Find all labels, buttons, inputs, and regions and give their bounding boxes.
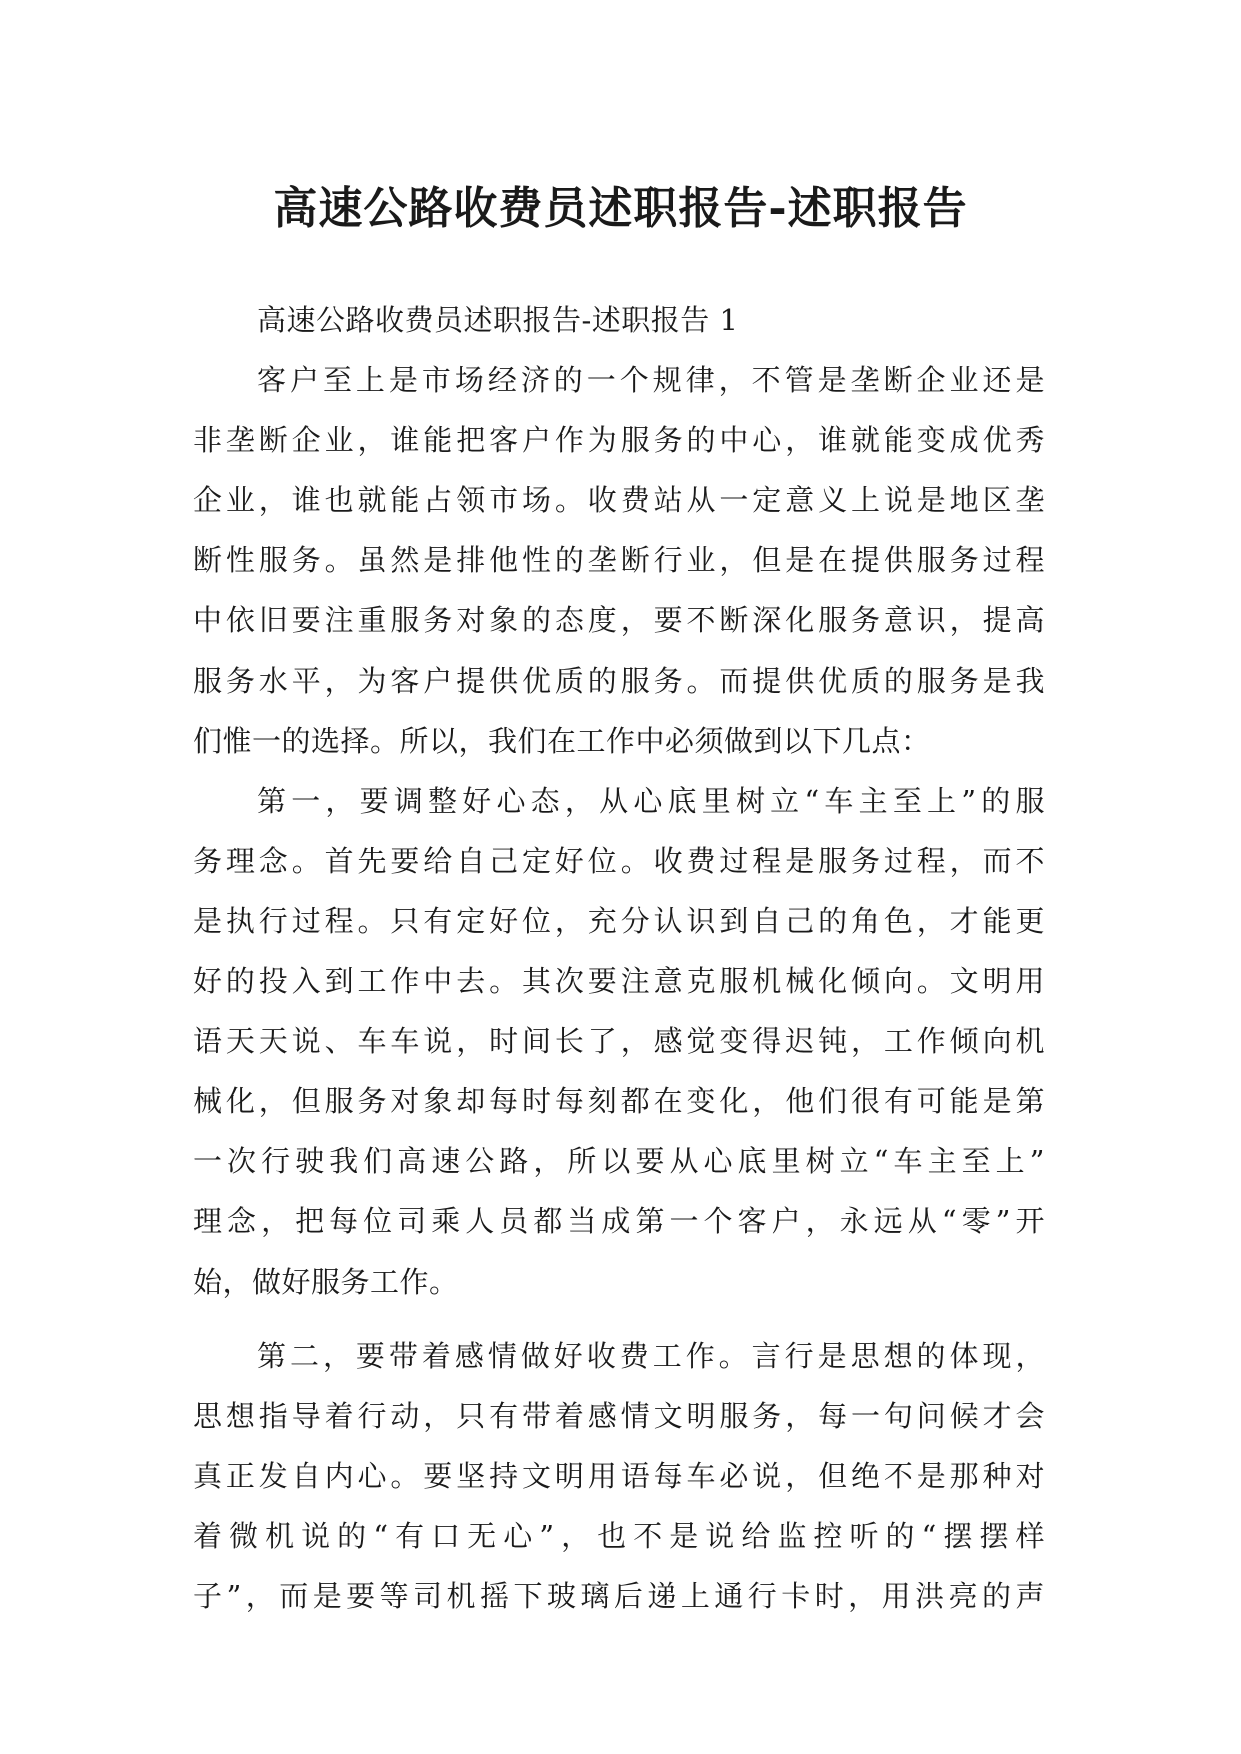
paragraph-line: 们惟一的选择。所以，我们在工作中必须做到以下几点： bbox=[193, 723, 931, 758]
document-title: 高速公路收费员述职报告-述职报告 bbox=[273, 183, 968, 235]
paragraph-line: 着微机说的“有口无心”，也不是说给监控听的“摆摆样 bbox=[193, 1518, 1045, 1553]
paragraph-line: 思想指导着行动，只有带着感情文明服务，每一句问候才会 bbox=[193, 1398, 1045, 1433]
paragraph-line: 一次行驶我们高速公路，所以要从心底里树立“车主至上” bbox=[193, 1144, 1045, 1179]
paragraph-line: 第一，要调整好心态，从心底里树立“车主至上”的服 bbox=[257, 783, 1045, 818]
paragraph-line: 企业，谁也就能占领市场。收费站从一定意义上说是地区垄 bbox=[193, 483, 1045, 518]
section-heading: 高速公路收费员述职报告-述职报告 1 bbox=[257, 303, 739, 337]
paragraph-line: 好的投入到工作中去。其次要注意克服机械化倾向。文明用 bbox=[193, 964, 1045, 999]
paragraph-line: 子”，而是要等司机摇下玻璃后递上通行卡时，用洪亮的声 bbox=[193, 1578, 1045, 1613]
paragraph-line: 是执行过程。只有定好位，充分认识到自己的角色，才能更 bbox=[193, 903, 1045, 938]
paragraph-line: 械化，但服务对象却每时每刻都在变化，他们很有可能是第 bbox=[193, 1084, 1045, 1119]
paragraph-line: 第二，要带着感情做好收费工作。言行是思想的体现， bbox=[257, 1338, 1045, 1373]
document-body bbox=[193, 290, 1045, 1626]
paragraph-line: 中依旧要注重服务对象的态度，要不断深化服务意识，提高 bbox=[193, 603, 1045, 638]
paragraph-line: 理念，把每位司乘人员都当成第一个客户，永远从“零”开 bbox=[193, 1204, 1045, 1239]
paragraph-line: 始，做好服务工作。 bbox=[193, 1264, 459, 1299]
paragraph-line: 非垄断企业，谁能把客户作为服务的中心，谁就能变成优秀 bbox=[193, 423, 1045, 458]
paragraph-line: 客户至上是市场经济的一个规律，不管是垄断企业还是 bbox=[257, 363, 1045, 398]
paragraph-line: 务理念。首先要给自己定好位。收费过程是服务过程，而不 bbox=[193, 843, 1045, 878]
paragraph-line: 服务水平，为客户提供优质的服务。而提供优质的服务是我 bbox=[193, 663, 1045, 698]
paragraph-line: 断性服务。虽然是排他性的垄断行业，但是在提供服务过程 bbox=[193, 543, 1045, 578]
paragraph-line: 真正发自内心。要坚持文明用语每车必说，但绝不是那种对 bbox=[193, 1458, 1045, 1493]
paragraph-line: 语天天说、车车说，时间长了，感觉变得迟钝，工作倾向机 bbox=[193, 1024, 1045, 1059]
